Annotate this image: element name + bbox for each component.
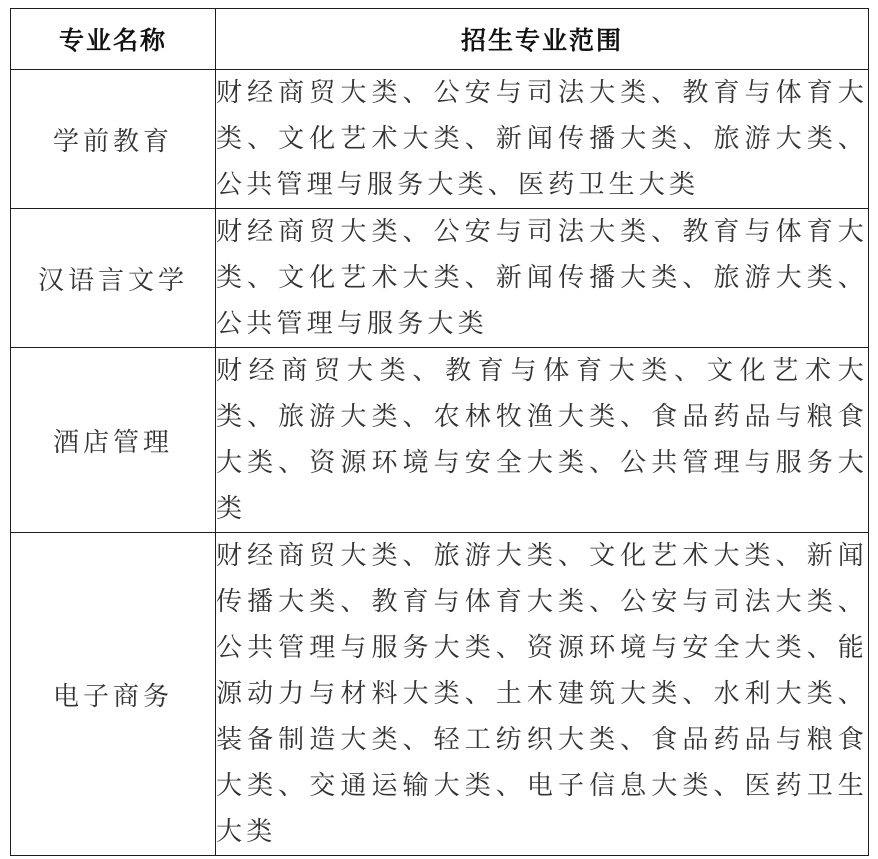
header-enrollment-scope: 招生专业范围: [216, 9, 869, 70]
table-row: [11, 533, 869, 856]
majors-table: [10, 8, 869, 856]
enrollment-scope-cell: 财经商贸大类、教育与体育大类、文化艺术大类、旅游大类、农林牧渔大类、食品药品与粮食大类、资源环境与安全大类、公共管理与服务大类: [216, 348, 869, 533]
table-row: [11, 348, 869, 533]
major-name-cell: 电子商务: [11, 533, 216, 856]
header-row: [11, 9, 869, 70]
enrollment-scope-cell: 财经商贸大类、公安与司法大类、教育与体育大类、文化艺术大类、新闻传播大类、旅游大类、公共管理与服务大类: [216, 209, 869, 348]
table-row: [11, 70, 869, 209]
header-major-name: 专业名称: [11, 9, 216, 70]
enrollment-scope-cell: 财经商贸大类、旅游大类、文化艺术大类、新闻传播大类、教育与体育大类、公安与司法大类、公共管理与服务大类、资源环境与安全大类、能源动力与材料大类、土木建筑大类、水利大类、装备制造大类、轻工纺织大类、食品药品与粮食大类、交通运输大类、电子信息大类、医药卫生大类: [216, 533, 869, 856]
major-name-cell: 汉语言文学: [11, 209, 216, 348]
major-name-cell: 学前教育: [11, 70, 216, 209]
enrollment-scope-cell: 财经商贸大类、公安与司法大类、教育与体育大类、文化艺术大类、新闻传播大类、旅游大类、公共管理与服务大类、医药卫生大类: [216, 70, 869, 209]
major-name-cell: 酒店管理: [11, 348, 216, 533]
table-row: [11, 209, 869, 348]
